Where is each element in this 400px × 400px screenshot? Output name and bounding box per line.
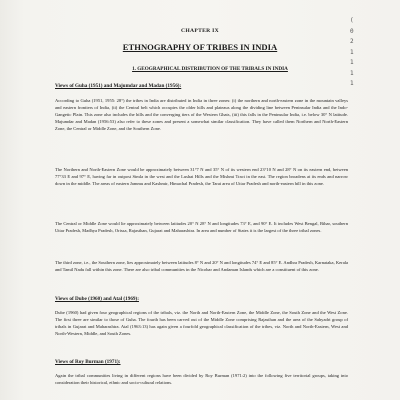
paragraph-southern-zone: The third zone, i.e., the Southern zone, lies approximately between latitudes 8° N and 20° N and longitudes 74° E and 85° E. Andhra Pradesh, Karnataka, Kerala and Tamil Nadu fall within this zone. There are also tribal communities in the Nicobar and Andaman Islands which are a constituent of this zone. (55, 260, 348, 273)
margin-mark: 1 (350, 48, 354, 56)
margin-mark: 1 (350, 59, 354, 66)
margin-mark: 1 (350, 80, 354, 87)
chapter-label: CHAPTER IX (181, 28, 219, 34)
margin-mark: 1 (350, 69, 354, 77)
margin-mark: ( (350, 17, 354, 24)
margin-mark: 2 (350, 38, 354, 45)
chapter-title: ETHNOGRAPHY OF TRIBES IN INDIA (122, 42, 278, 52)
margin-mark: 0 (350, 27, 354, 35)
section-heading: 1. GEOGRAPHICAL DISTRIBUTION OF THE TRIBALS IN INDIA (132, 66, 288, 72)
subheading-roy-burman: Views of Roy Burman (1971): (55, 359, 121, 365)
paragraph-central-zone: The Central or Middle Zone would lie approximately between latitudes 20° N 28° N and longitudes 73° E, and 90° E. It includes West Bengal, Bihar, southern Uttar Pradesh, Madhya Pradesh, Orissa, Rajasthan, Gujarat and Maharashtra. In area and number of States it is the largest of the three tribal zones. (55, 221, 348, 234)
subheading-guha-majumdar: Views of Guha (1951) and Majumdar and Madan (1956): (55, 83, 182, 89)
subheading-dube-atal: Views of Dube (1960) and Atal (1969): (55, 296, 139, 302)
paragraph-northern-zone: The Northern and North-Eastern Zone would be approximately between 31°7 N and 35° N of its western end 23°10 N and 28° N on its eastern end, between 77°33 E and 97° E, having far in outpost Simla in the west and the Lushai Hills and the Mishmi Tract in the east. The region broadens at its ends and narrow down in the middle. The areas of eastern Jammu and Kashmir, Himachal Pradesh, the Tarai area of Uttar Pradesh and north-eastern hill in this zone. (55, 167, 348, 187)
paragraph-dube: Dube (1960) had given four geographical regions of the tribals, viz. the North and North-Eastern Zone, the Middle Zone, the South Zone and the West Zone. The first three are similar to those of Guha. The fourth has been carved out of the Middle Zone comprising Rajasthan and the area of the Sahyadri group of tribals in Gujarat and Maharashtra. Atal (1963:13) has again given a fourfold geographical classification of the tribes, viz. North and North-Eastern, West and North-Western, Middle, and South Zones. (55, 310, 348, 337)
paragraph-guha: According to Guha (1951, 1955: 28°) the tribes in India are distributed in India in three zones: (i) the northern and north-eastern zone in the mountain valleys and eastern frontiers of India, (ii) the Central belt which occupies the older hills and plateaus along the dividing line between Peninsular India and the Indo-Gangetic Plain. This zone also includes the hills and the converging tiers of the Western Ghats, (iii) this falls in the Peninsular India, i.e. below 30° N latitude. Majumdar and Madan (1956:53) also refer to these zones and present a somewhat similar classification. They have called them Northern and North-Eastern Zone, the Central or Middle Zone, and the Southern Zone. (55, 98, 348, 132)
paragraph-roy-burman: Again the tribal communities living in different regions have been divided by Roy Burman (1971:2) into the following five territorial groups, taking into consideration their historical, ethnic and socio-cultural relations. (55, 373, 348, 386)
